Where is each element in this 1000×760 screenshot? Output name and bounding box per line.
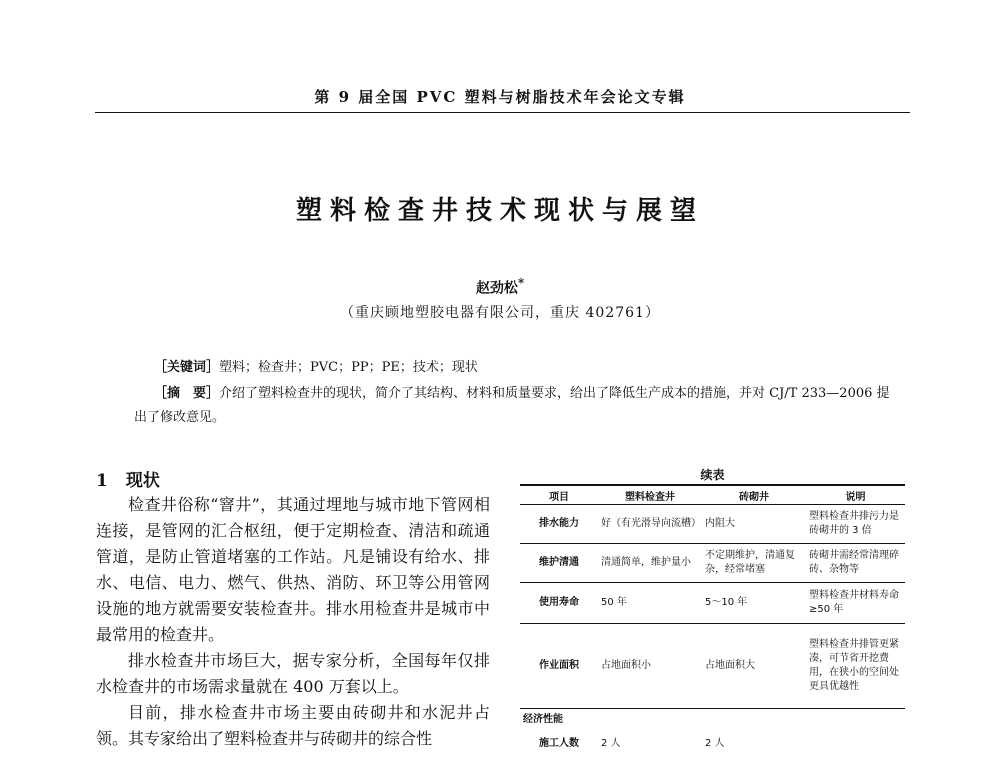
table-cell: 占地面积大 (702, 624, 806, 709)
table-row (520, 544, 905, 583)
table-cell: 占地面积小 (598, 624, 702, 709)
table-cell: 排水能力 (520, 505, 598, 544)
section-number: 1 (96, 471, 108, 491)
section-heading (96, 466, 160, 491)
table-cell: 2 人 (601, 738, 621, 749)
table-cell: 作业面积 (520, 624, 598, 709)
body-paragraph: 目前，排水检查井市场主要由砖砌井和水泥井占领。其专家给出了塑料检查井与砖砌井的综合性 (96, 703, 490, 748)
abstract-text: 介绍了塑料检查井的现状，简介了其结构、材料和质量要求，给出了降低生产成本的措施，并对 CJ/T 233—2006 提出了修改意见。 (134, 386, 890, 425)
column-header: 砖砌井 (702, 485, 806, 505)
paper-title: 塑料检查井技术现状与展望 (295, 196, 704, 226)
table-cell (702, 709, 806, 732)
keywords (154, 356, 478, 380)
table-cell: 清通简单，维护量小 (598, 544, 702, 583)
table-cell: 经济性能 (523, 714, 563, 725)
table-cell: 内阻大 (702, 505, 806, 544)
column-header: 项目 (520, 485, 598, 505)
column-header: 塑料检查井 (598, 485, 702, 505)
table-row (520, 624, 905, 709)
table-cell: 塑料检查井材料寿命≥50 年 (806, 583, 905, 624)
table-cell: 50 年 (598, 583, 702, 624)
body-paragraph: 检查井俗称“窨井”，其通过埋地与城市地下管网相连接，是管网的汇合枢纽，便于定期检查、清洁和疏通管道，是防止管道堵塞的工作站。凡是铺设有给水、排水、电信、电力、燃气、供热、消防、环卫等公用管网设施的地方就需要安装检查井。排水用检查井是城市中最常用的检查井。 (96, 495, 490, 644)
table-header-row (520, 485, 905, 505)
table-cell: 好（有光滑导向流槽） (598, 505, 702, 544)
table-cell: 维护清通 (520, 544, 598, 583)
table-row (520, 505, 905, 544)
keywords-label: ［关键词］ (154, 360, 220, 375)
table-row (520, 731, 905, 757)
table-cell: 5～10 年 (702, 583, 806, 624)
table-cell: 使用寿命 (520, 583, 598, 624)
column-header: 说明 (806, 485, 905, 505)
abstract (134, 382, 894, 430)
author-name: 赵劲松 (475, 280, 518, 297)
table-cell: 塑料检查井排管更紧凑，可节省开挖费用，在狭小的空间处更具优越性 (806, 624, 905, 709)
table-cell (598, 709, 702, 732)
section-title: 现状 (125, 471, 160, 491)
table-cell (806, 709, 905, 732)
keywords-text: 塑料；检查井；PVC；PP；PE；技术；现状 (219, 360, 478, 375)
body-paragraph: 排水检查井市场巨大，据专家分析，全国每年仅排水检查井的市场需求量就在 400 万套以上。 (96, 651, 490, 696)
table-row (520, 709, 905, 732)
header-rule (95, 112, 910, 113)
body-text (96, 492, 490, 752)
author-footnote-mark: * (517, 276, 525, 290)
affiliation: （重庆顾地塑胶电器有限公司，重庆 402761） (340, 305, 660, 321)
running-header: 第 9 届全国 PVC 塑料与树脂技术年会论文专辑 (314, 88, 686, 106)
table-caption: 续表 (700, 468, 725, 482)
table-cell: 塑料检查井排污力是砖砌井的 3 倍 (806, 505, 905, 544)
table-cell: 2 人 (705, 738, 725, 749)
table-cell: 施工人数 (539, 738, 579, 749)
author-line (0, 276, 1000, 298)
table-cell (806, 731, 905, 757)
table-cell: 砖砌井需经常清理碎砖、杂物等 (806, 544, 905, 583)
table-row (520, 583, 905, 624)
abstract-label: ［摘 要］ (154, 386, 220, 401)
table-cell: 不定期维护，清通复杂，经常堵塞 (702, 544, 806, 583)
comparison-table (520, 484, 905, 757)
